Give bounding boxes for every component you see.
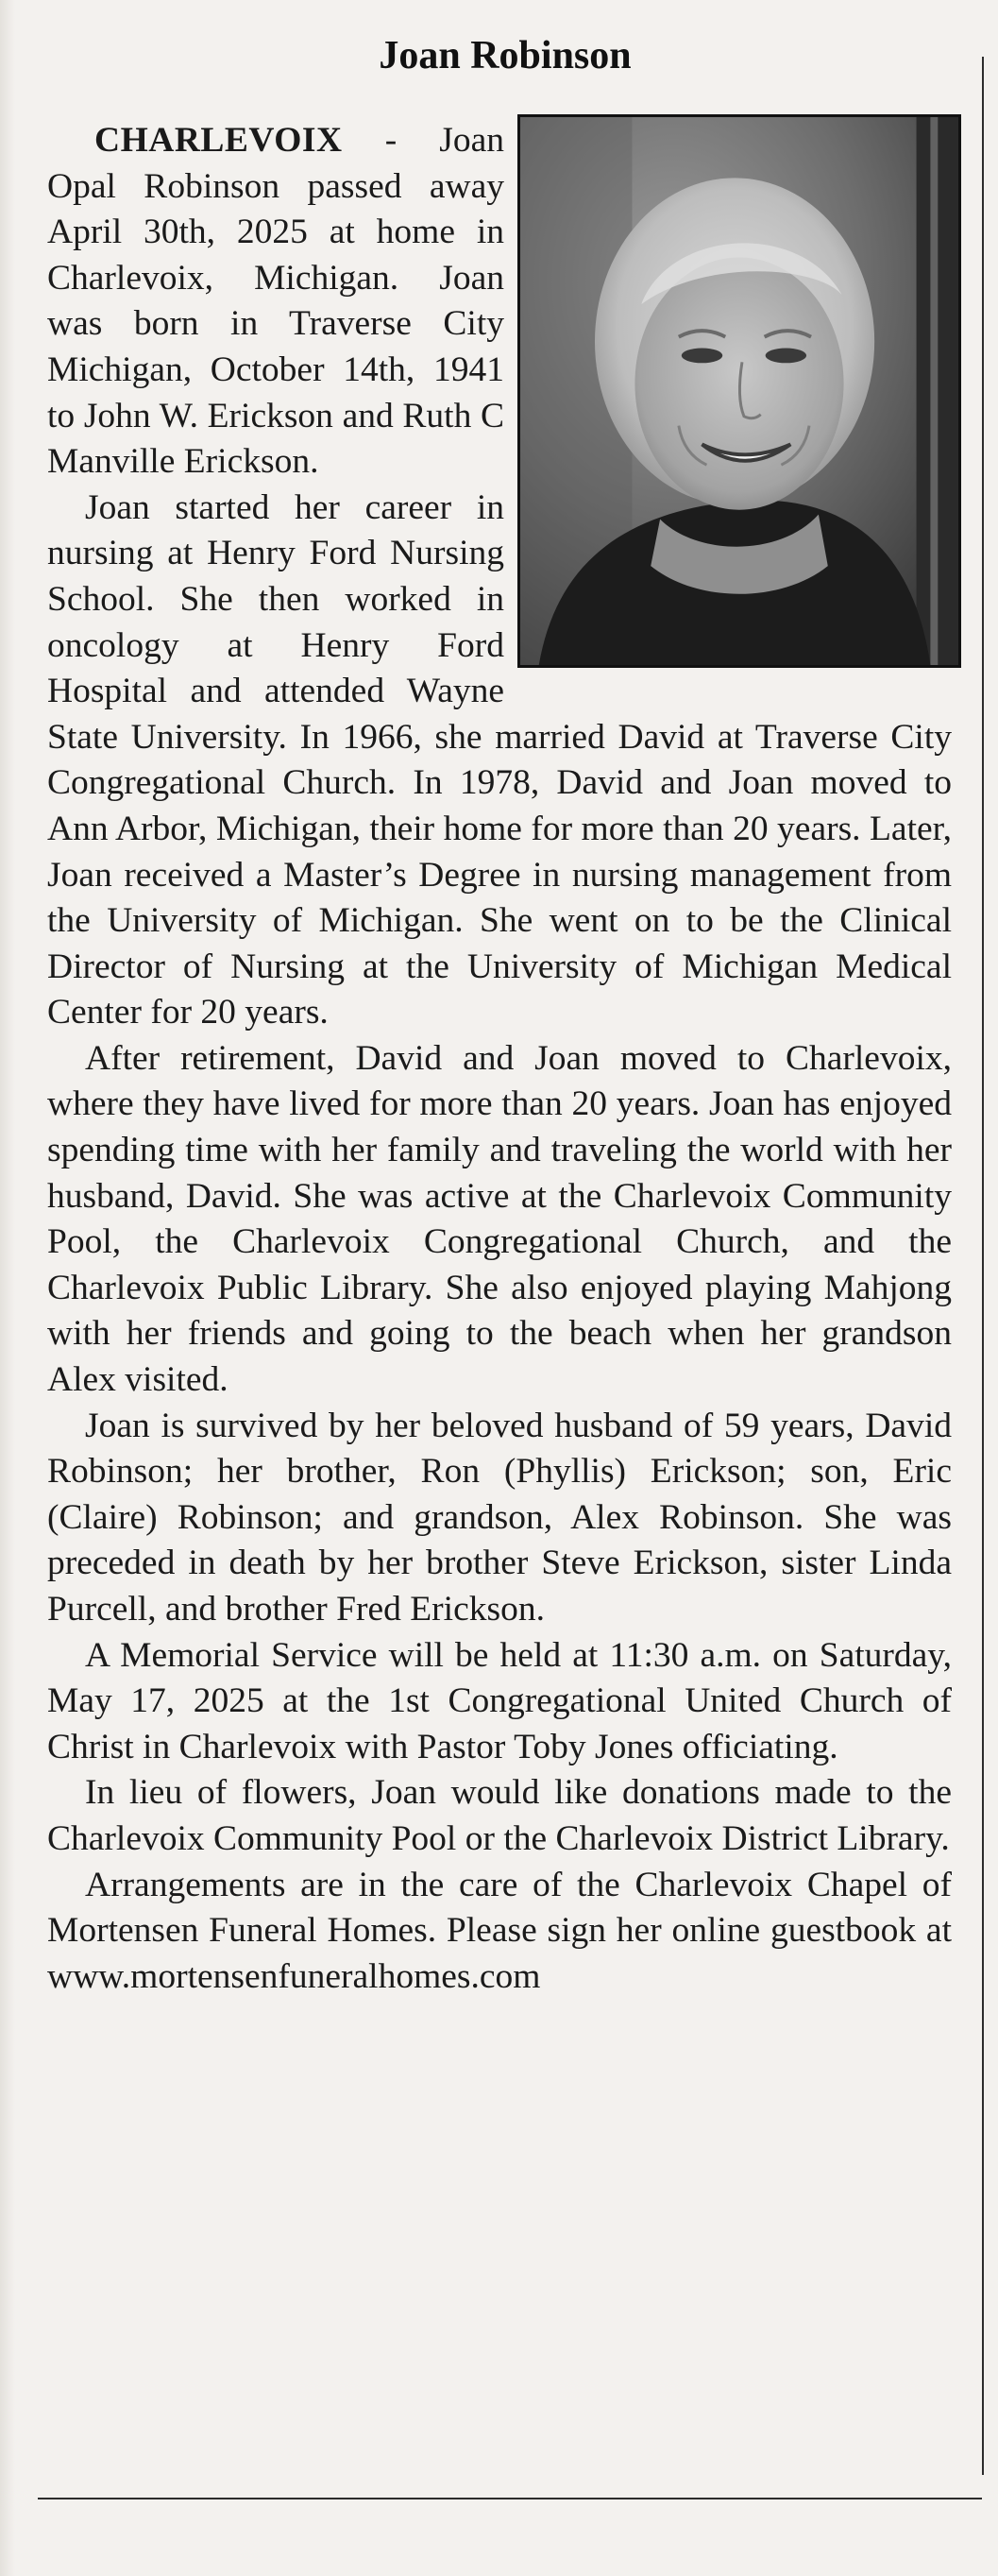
- page-edge: [0, 0, 15, 2576]
- obituary-article: [47, 118, 952, 2000]
- portrait-image: [520, 117, 958, 665]
- paragraph-4: Joan is survived by her beloved husband of 59 years, David Robinson; her brother, Ron (Phyllis) Erickson; son, Eric (Claire) Robinson; and grandson, Alex Robinson. She was preceded in death by her brother Steve Erickson, sister Linda Purcell, and brother Fred Erickson.: [47, 1406, 952, 1629]
- dateline: CHARLEVOIX: [94, 121, 343, 160]
- paragraph-2: Joan started her career in nursing at Henry Ford Nursing School. She then worked in oncology at Henry Ford Hospital and attended Wayne State University. In 1966, she married David at Traverse City Congregational Church. In 1978, David and Joan moved to Ann Arbor, Michigan, their home for more than 20 years. Later, Joan received a Master’s Degree in nursing management from the University of Michigan. She went on to be the Clinical Director of Nursing at the University of Michigan Medical Center for 20 years.: [47, 487, 952, 1032]
- dateline-separator: -: [342, 121, 440, 160]
- portrait-photo: [517, 114, 961, 668]
- obituary-headline: Joan Robinson: [379, 34, 632, 77]
- column-rule-right: [982, 57, 984, 2475]
- column-rule-bottom: [38, 2498, 982, 2499]
- paragraph-5: A Memorial Service will be held at 11:30 a.m. on Saturday, May 17, 2025 at the 1st Congregational United Church of Christ in Charlevoix with Pastor Toby Jones officiating.: [47, 1635, 952, 1766]
- paragraph-3: After retirement, David and Joan moved to Charlevoix, where they have lived for more than 20 years. Joan has enjoyed spending time with her family and traveling the world with her husband, David. She was active at the Charlevoix Community Pool, the Charlevoix Congregational Church, and the Charlevoix Public Library. She also enjoyed playing Mahjong with her friends and going to the beach when her grandson Alex visited.: [47, 1038, 952, 1400]
- paragraph-1-text: Joan Opal Robinson passed away April 30th, 2025 at home in Charlevoix, Michigan. Joan was born in Traverse City Michigan, October 14th, 1941 to John W. Erickson and Ruth C Manville Erickson.: [47, 121, 504, 482]
- paragraph-6: In lieu of flowers, Joan would like donations made to the Charlevoix Community Pool or the Charlevoix District Library.: [47, 1773, 952, 1858]
- paragraph-7: Arrangements are in the care of the Charlevoix Chapel of Mortensen Funeral Homes. Please sign her online guestbook at www.mortensenfuneralhomes.com: [47, 1865, 952, 1996]
